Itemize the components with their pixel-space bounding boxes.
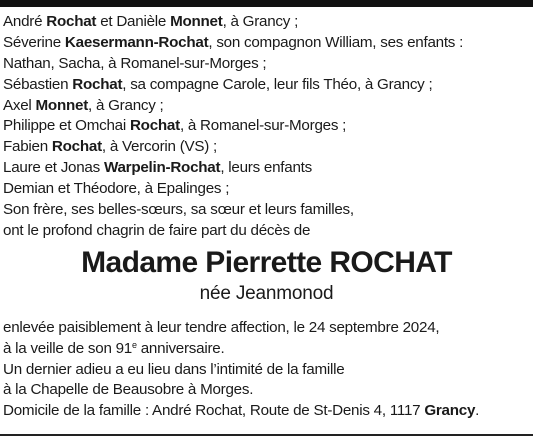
ordinal-suffix: e (132, 339, 137, 350)
detail-line: à la veille de son 91e anniversaire. (3, 339, 225, 357)
family-line: Nathan, Sacha, à Romanel-sur-Morges ; (3, 54, 267, 72)
domicile-line: Domicile de la famille : André Rochat, Route de St-Denis 4, 1117 Grancy. (3, 402, 480, 420)
death-notice (3, 12, 530, 422)
family-line: ont le profond chagrin de faire part du décès de (3, 221, 311, 239)
family-line: Séverine Kaesermann-Rochat, son compagnon William, ses enfants : (3, 33, 464, 51)
notice-details (3, 318, 530, 422)
family-list (3, 12, 530, 242)
family-line: Demian et Théodore, à Epalinges ; (3, 180, 230, 198)
family-line: Axel Monnet, à Grancy ; (3, 96, 164, 114)
deceased-block (3, 246, 530, 306)
deceased-name: Madame Pierrette ROCHAT (81, 245, 452, 279)
family-line: Fabien Rochat, à Vercorin (VS) ; (3, 138, 218, 156)
family-line: Philippe et Omchai Rochat, à Romanel-sur-Morges ; (3, 117, 347, 135)
detail-line: à la Chapelle de Beausobre à Morges. (3, 381, 254, 399)
family-line: Laure et Jonas Warpelin-Rochat, leurs enfants (3, 159, 312, 177)
bottom-rule (0, 434, 533, 436)
family-line: Son frère, ses belles-sœurs, sa sœur et leurs familles, (3, 201, 354, 219)
detail-line: Un dernier adieu a eu lieu dans l’intimité de la famille (3, 360, 345, 378)
maiden-name: née Jeanmonod (199, 282, 334, 304)
detail-line: enlevée paisiblement à leur tendre affection, le 24 septembre 2024, (3, 318, 440, 336)
top-rule (0, 0, 533, 7)
family-line: André Rochat et Danièle Monnet, à Grancy ; (3, 13, 299, 30)
family-line: Sébastien Rochat, sa compagne Carole, leur fils Théo, à Grancy ; (3, 75, 433, 93)
